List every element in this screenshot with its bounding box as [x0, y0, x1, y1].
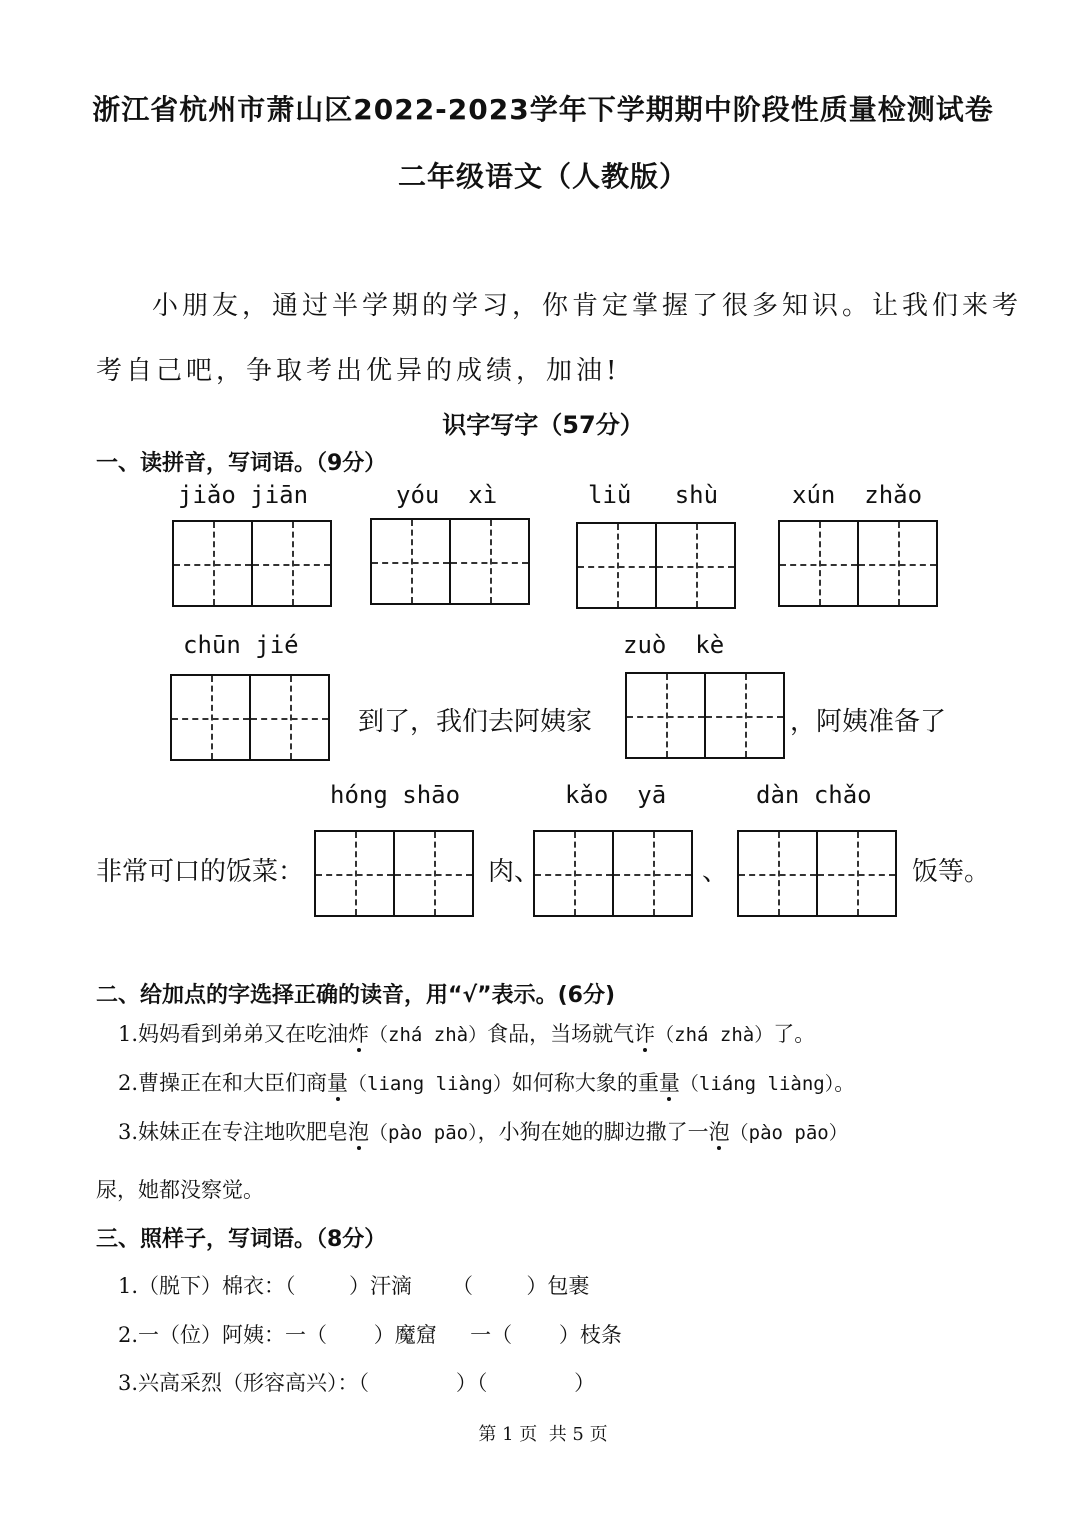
- pinyin-choice[interactable]: （zhá zhà）: [369, 1024, 488, 1046]
- question-1-heading: 一、读拼音，写词语。（9分）: [96, 451, 387, 476]
- sentence-text: 、: [702, 857, 729, 887]
- exam-title: 浙江省杭州市萧山区2022-2023学年下学期期中阶段性质量检测试卷: [92, 93, 994, 126]
- page-number: 第 1 页 共 5 页: [478, 1424, 608, 1445]
- pinyin-label: jiǎo jiān: [178, 481, 309, 509]
- exam-subtitle: 二年级语文（人教版）: [397, 160, 688, 193]
- pinyin-label: zuò kè: [623, 631, 725, 659]
- question-3-item-1[interactable]: 1.（脱下）棉衣：（ ）汗滴 （ ）包裹: [118, 1274, 590, 1298]
- writing-box[interactable]: [370, 518, 530, 605]
- question-2-item-3-continued: 尿，她都没察觉。: [96, 1178, 264, 1202]
- writing-box[interactable]: [533, 830, 693, 917]
- pinyin-choice[interactable]: （liáng liàng）: [679, 1073, 835, 1095]
- writing-box[interactable]: [172, 520, 332, 607]
- question-2-heading: 二、给加点的字选择正确的读音，用“√”表示。(6分): [96, 983, 616, 1008]
- pinyin-label: liǔ shù: [588, 481, 719, 509]
- writing-box[interactable]: [314, 830, 474, 917]
- intro-line-1: 小朋友，通过半学期的学习，你肯定掌握了很多知识。让我们来考: [152, 291, 1023, 321]
- writing-box[interactable]: [170, 674, 330, 761]
- writing-box[interactable]: [625, 672, 785, 759]
- section-title: 识字写字（57分）: [442, 411, 644, 439]
- pinyin-label: hóng shāo: [330, 781, 461, 809]
- question-3-item-2[interactable]: 2.一（位）阿姨：一（ ）魔窟 一（ ）枝条: [118, 1323, 622, 1347]
- sentence-text: ，阿姨准备了: [790, 707, 947, 737]
- sentence-text: 肉、: [488, 857, 541, 887]
- question-2-item-2: 2.曹操正在和大臣们商量（liang liàng）如何称大象的重量（liáng liàng）。: [118, 1071, 856, 1095]
- pinyin-choice[interactable]: （pào pāo）: [369, 1122, 478, 1144]
- writing-box[interactable]: [778, 520, 938, 607]
- pinyin-label: xún zhǎo: [792, 481, 923, 509]
- pinyin-choice[interactable]: （liang liàng）: [348, 1073, 512, 1095]
- pinyin-label: dàn chǎo: [756, 781, 872, 809]
- sentence-text: 非常可口的饭菜：: [96, 857, 305, 887]
- question-2-item-1: 1.妈妈看到弟弟又在吃油炸（zhá zhà）食品，当场就气诈（zhá zhà）了。: [118, 1022, 816, 1046]
- sentence-text: 到了，我们去阿姨家: [358, 707, 593, 737]
- question-2-item-3: 3.妹妹正在专注地吹肥皂泡（pào pāo），小狗在她的脚边撒了一泡（pào pāo）: [118, 1120, 848, 1144]
- writing-box[interactable]: [737, 830, 897, 917]
- pinyin-label: kǎo yā: [565, 781, 667, 809]
- intro-line-2: 考自己吧，争取考出优异的成绩，加油!: [96, 356, 621, 386]
- pinyin-choice[interactable]: （pào pāo）: [729, 1122, 848, 1144]
- pinyin-label: yóu xì: [396, 481, 498, 509]
- question-3-heading: 三、照样子，写词语。（8分）: [96, 1227, 387, 1252]
- writing-box[interactable]: [576, 522, 736, 609]
- question-3-item-3[interactable]: 3.兴高采烈（形容高兴）：（ ）（ ）: [118, 1371, 596, 1395]
- pinyin-label: chūn jié: [183, 631, 299, 659]
- pinyin-choice[interactable]: （zhá zhà）: [655, 1024, 774, 1046]
- sentence-text: 饭等。: [912, 857, 991, 887]
